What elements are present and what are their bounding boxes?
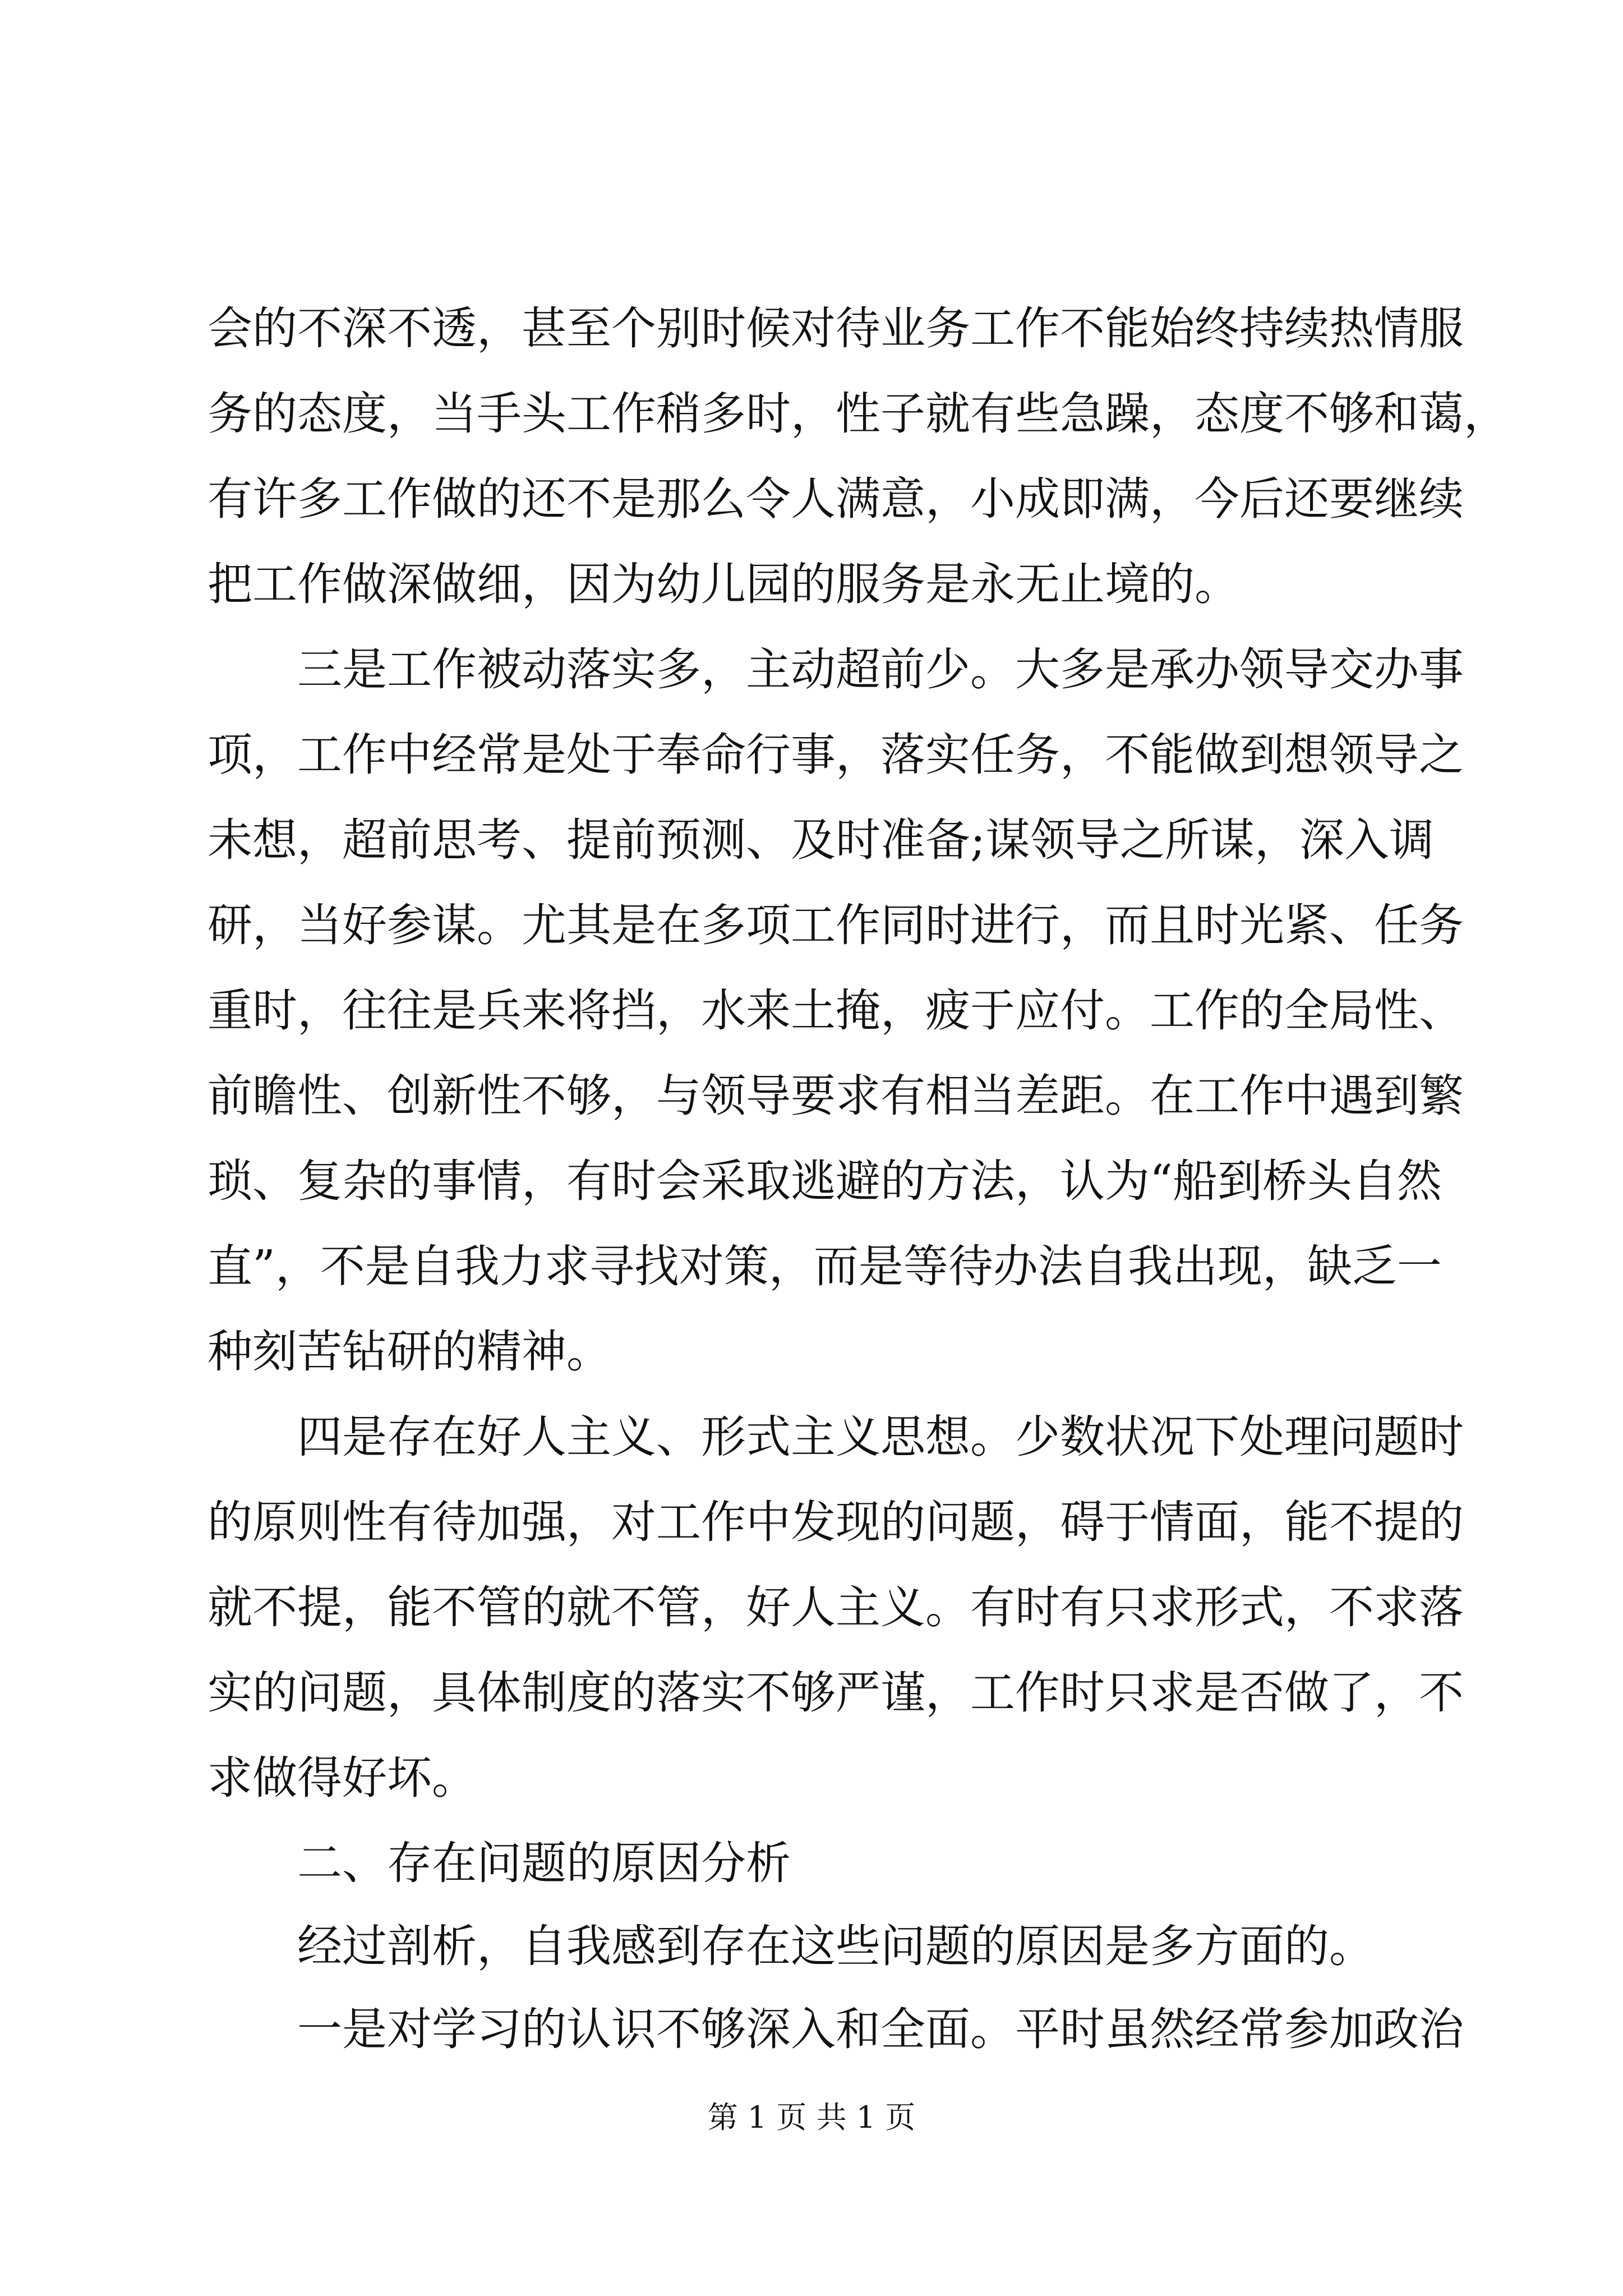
paragraph-continuation: [208, 286, 1509, 627]
text-line: 前瞻性、创新性不够，与领导要求有相当差距。在工作中遇到繁: [208, 1070, 1464, 1122]
text-line: 项，工作中经常是处于奉命行事，落实任务，不能做到想领导之: [208, 729, 1464, 781]
text-line: 四是存在好人主义、形式主义思想。少数状况下处理问题时: [297, 1411, 1464, 1463]
text-line: 实的问题，具体制度的落实不够严谨，工作时只求是否做了，不: [208, 1667, 1464, 1719]
text-line: 会的不深不透，甚至个别时候对待业务工作不能始终持续热情服: [208, 302, 1464, 355]
paragraph-cause-one: [208, 1987, 1464, 2072]
paragraph-analysis-intro: [208, 1904, 1424, 1987]
text-line: 种刻苦钻研的精神。: [208, 1326, 611, 1378]
text-line: 未想，超前思考、提前预测、及时准备;谋领导之所谋，深入调: [208, 814, 1434, 866]
text-line: 重时，往往是兵来将挡，水来土掩，疲于应付。工作的全局性、: [208, 984, 1464, 1037]
text-line: 三是工作被动落实多，主动超前少。大多是承办领导交办事: [297, 643, 1464, 696]
text-line: 研，当好参谋。尤其是在多项工作同时进行，而且时光紧、任务: [208, 899, 1464, 951]
text-line: 务的态度，当手头工作稍多时，性子就有些急躁，态度不够和蔼，: [208, 388, 1509, 440]
section-heading-cause-analysis: [208, 1821, 1424, 1904]
page-number-footer: 第 1 页 共 1 页: [707, 2100, 916, 2135]
paragraph-point-four: [208, 1395, 1464, 1821]
text-line: 的原则性有待加强，对工作中发现的问题，碍于情面，能不提的: [208, 1496, 1464, 1548]
text-line: 一是对学习的认识不够深入和全面。平时虽然经常参加政治: [297, 2003, 1464, 2055]
text-line: 经过剖析，自我感到存在这些问题的原因是多方面的。: [297, 1920, 1374, 1972]
document-body: [208, 286, 1509, 2072]
text-line: 琐、复杂的事情，有时会采取逃避的方法，认为“船到桥头自然: [208, 1155, 1442, 1207]
text-line: 直”，不是自我力求寻找对策，而是等待办法自我出现，缺乏一: [208, 1240, 1442, 1292]
text-line: 就不提，能不管的就不管，好人主义。有时有只求形式，不求落: [208, 1581, 1464, 1634]
text-line: 把工作做深做细，因为幼儿园的服务是永无止境的。: [208, 558, 1239, 610]
text-line: 有许多工作做的还不是那么令人满意，小成即满，今后还要继续: [208, 473, 1464, 525]
section-heading: 二、存在问题的原因分析: [297, 1837, 791, 1889]
paragraph-point-three: [208, 627, 1464, 1395]
text-line: 求做得好坏。: [208, 1752, 477, 1804]
